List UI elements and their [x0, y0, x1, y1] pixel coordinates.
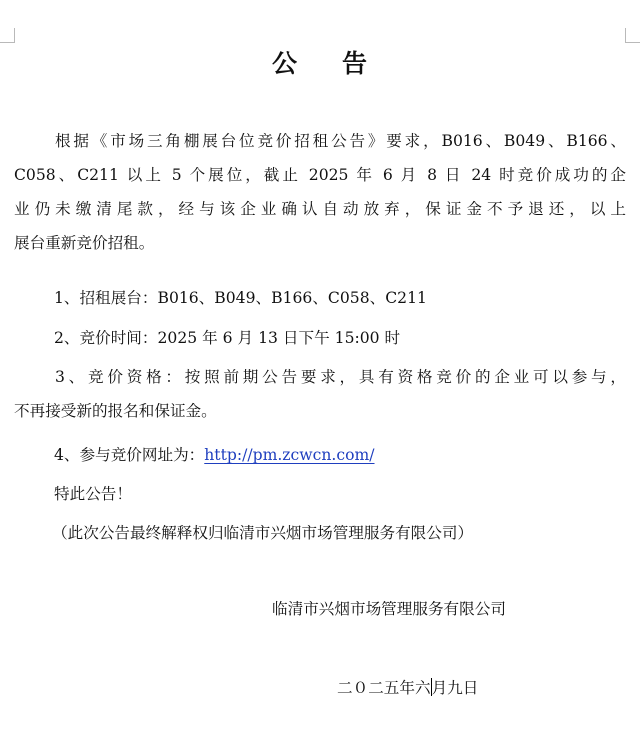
notice-title	[0, 44, 640, 80]
bid-website-link[interactable]: http://pm.zcwcn.com/	[204, 446, 375, 464]
item-booths: 1、招租展台：B016、B049、B166、C058、C211	[54, 289, 427, 307]
paragraph-line-1: 根据《市场三角棚展台位竞价招租公告》要求，B016、B049、B166、	[55, 132, 626, 150]
page-corner-mark-right	[625, 28, 640, 43]
item-qualification-line-1: 3、竞价资格：按照前期公告要求，具有资格竞价的企业可以参与，	[55, 368, 626, 386]
paragraph-main	[14, 124, 626, 260]
item-bid-website	[54, 438, 375, 472]
date-text-part-1: 二０二五年六	[337, 679, 431, 697]
title-char-1: 公	[271, 49, 298, 78]
page-corner-mark-left	[0, 28, 15, 43]
item-bid-website-label: 4、参与竞价网址为：	[54, 446, 205, 464]
paragraph-line-2: C058、C211 以上 5 个展位，截止 2025 年 6 月 8 日 24 时竞价成功的企	[14, 166, 626, 184]
paragraph-line-4: 展台重新竞价招租。	[14, 234, 155, 252]
paragraph-line-3: 业仍未缴清尾款，经与该企业确认自动放弃，保证金不予退还，以上	[14, 200, 626, 218]
title-char-2: 告	[342, 49, 369, 78]
interpretation-note: （此次公告最终解释权归临清市兴烟市场管理服务有限公司）	[52, 524, 474, 542]
signature-company: 临清市兴烟市场管理服务有限公司	[272, 600, 506, 618]
item-qualification	[14, 360, 626, 428]
date-text-part-2: 月九日	[431, 679, 479, 697]
signature-date	[337, 671, 478, 705]
item-qualification-line-2: 不再接受新的报名和保证金。	[14, 402, 217, 420]
closing-text: 特此公告！	[54, 485, 132, 503]
item-bid-time: 2、竞价时间：2025 年 6 月 13 日下午 15:00 时	[54, 329, 401, 347]
